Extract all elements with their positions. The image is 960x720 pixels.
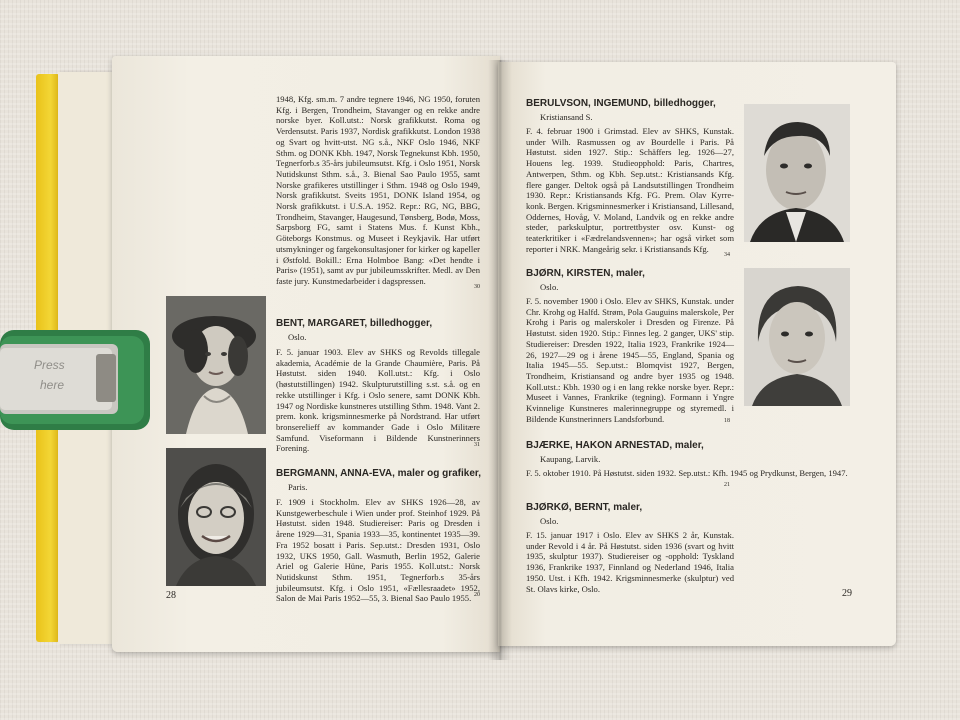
- portrait-photo-berulvson: [744, 104, 850, 242]
- entry-text: F. 15. januar 1917 i Oslo. Elev av SHKS 2 år, Kunstak. under Revold i 4 år. På Høstutst. siden 1936 (svart og hvitt 1935, skulptur 1937). Studiereiser og -opphold: Tyskland 1936, Frankrike 1937, Finnland og Nederland 1946, Italia 1950. Utst. i Kfh. 1942. Krigsminnesmerke (skulptur) ved St. Olavs kirke, Oslo.: [526, 530, 734, 594]
- entry-text: F. 5. november 1900 i Oslo. Elev av SHKS, Kunstak. under Chr. Krohg og Halfd. Strøm, Pola Gauguins malerskole, Per Krohg i Paris og malerskoler i Dresden og Firenze. På Høstutst. siden 1920. Stip.: Finnes leg. 2 ganger, UKS' stip. Studiereiser: Dresden 1922, Italia 1923, Frankrike 1924—26, 1927—29 og i årene 1945—55, England, Spania og Italia 1945—55. Sep.utst.: Blomqvist 1927, Bergen, Trondheim, Kristiansand og andre byer 1935 og 1948. Koll.utst.: Kbh. 1930 og i en lang rekke norske byer. Repr.: Museet i Vannes, Frankrike (tegning). Formann i Yngre Kvinnelige Kunstneres malerinnegruppe og styremedl. i Bildende Kunstnerinners Landsforbund.: [526, 296, 734, 424]
- entry-place: Oslo.: [288, 332, 307, 342]
- portrait-photo-bent: [166, 296, 266, 434]
- left-page: [112, 56, 500, 652]
- page-number: 28: [166, 590, 176, 601]
- entry-name: BJØRKØ, BERNT, maler,: [526, 502, 643, 513]
- portrait-photo-bjorn: [744, 268, 850, 406]
- page-number: 29: [842, 588, 852, 599]
- footnote-number: 18: [724, 418, 730, 424]
- entry-name: BERGMANN, ANNA-EVA, maler og grafiker,: [276, 468, 482, 479]
- entry-place: Paris.: [288, 482, 308, 492]
- book-gutter: [488, 60, 512, 660]
- stapler[interactable]: [0, 326, 152, 434]
- footnote-number: 21: [724, 482, 730, 488]
- right-page: [498, 62, 896, 646]
- entry-place: Oslo.: [540, 282, 559, 292]
- entry-place: Oslo.: [540, 516, 559, 526]
- entry-text: F. 1909 i Stockholm. Elev av SHKS 1926—28, av Kunstgewerbeschule i Wien under prof. Steinhof 1929. På Høstutst. siden 1948. Studiereiser: Paris og Dresden i årene 1929—31, Spania 1933—35, kontinentet 1935—39. Fra 1952 bosatt i Paris. Sep.utst.: Dresden 1931, Oslo 1932, UKS 1950, Gall. Wasmuth, Berlin 1952, Galerie Ariel og Galerie Hüne, Paris 1955. Koll.utst.: Norsk Nutidskunst Sthm. 1951, Tegnerforb.s 35-års jubileumsutst. Kfg. i Oslo 1951, «Fællesraadet» 1952, Salon de Mai Paris 1952—55, 3. Bienal Sao Paulo 1955.: [276, 497, 480, 604]
- entry-name: BJØRN, KIRSTEN, maler,: [526, 268, 645, 279]
- entry-name: BERULVSON, INGEMUND, billedhogger,: [526, 98, 716, 109]
- entry-text: F. 5. oktober 1910. På Høstutst. siden 1932. Sep.utst.: Kfh. 1945 og Prydkunst, Bergen, 1947.: [526, 468, 848, 478]
- entry-place: Kaupang, Larvik.: [540, 454, 601, 464]
- continuation-text: 1948, Kfg. sm.m. 7 andre tegnere 1946, NG 1950, foruten Kfg. i Bergen, Trondheim, Stavanger og en rekke andre norske byer. Koll.utst.: Norsk grafikkutst. Roma og Verdensutst. Paris 1937, Nordisk grafikkutst. London 1938 og Svart og hvitt-utst. NG s.å., NKF Oslo 1946, NKF Sthm. og DONK Kbh. 1947, Norsk Tegnekunst Kbh. 1950, Tegnerforb.s 35-års jubileumsutst. Kfg. i Oslo 1951, Norsk Nutidskunst Sthm. s.å., 3. Bienal Sao Paulo 1955, samt Norske grafikeres utstillinger i Sthm. 1948 og Oslo 1949, Norsk grafikkutst. Sveits 1951, DONK Island 1954, og Norsk grafikkutst. i U.S.A. 1952. Repr.: RG, NG, BBG, Trondheim, Stavanger, Haugesund, Tønsberg, Bodø, Moss, Sarpsborg FG, samt i Statens Mus. f. Kunst Kbh., Göteborgs Konstmus. og Museet i Reykjavik. Har utført utsmykninger og fargekonsultasjoner for kirker og kapeller i Østfold. Bokill.: Erna Holmboe Bang: «Det hendte i Paris» (1951), samt av pur jubileumsskrifter. Medl. av Den faste jury. Kunstmedarbeider i dagspressen.: [276, 94, 480, 286]
- entry-text: F. 5. januar 1903. Elev av SHKS og Revolds tillegale akademia, Académie de la Grande Chaumière, Paris. På Høstutst. siden 1940. Koll.utst.: Kfg. i Oslo (høstutstillingen) 1942. Skulpturutstilling s.st. s.å. og en rekke utstillinger i Kfg. i Oslo senere, samt DONK Kbh. 1947 og Nordiske kunstneres utstilling Sthm. 1948. Vant 2. prem. konk. krigsminnesmerke på Nordstrand. Har utført bronserelieff av kommander Gade i Oslo Militære Samfund. Viseformann i Bildende Kunstnerinners Forening.: [276, 347, 480, 454]
- stapler-label-line2: here: [40, 378, 65, 392]
- entry-text: F. 4. februar 1900 i Grimstad. Elev av SHKS, Kunstak. under Wilh. Rasmussen og av Bourdelle i Paris. På Høstutst. siden 1927. Stip.: Schäffers leg. 1926—27, Houens leg. 1939. Studieopphold: Paris, Chartres, Antwerpen, Sthm. og Kbh. Sep.utst.: Kristiansands Kfg. flere ganger. Deltok også på Landsutstillingen Trondheim 1930. Repr.: Kristiansands Kfg. FG. Prem. Olav Kyrre-konk. Bergen. Krigsminnesmerker i Kristiansand, Lillesand, Oddernes, Hovåg, V. Moland, Landvik og en rekke andre steder, parkskulptur, portrettbyster osv. Kunst- og teaterkritiker i «Fædrelandsvennen»; har også virket som reporter i NRK. Mangeårig sekr. i Kristiansands Kfg.: [526, 126, 734, 254]
- footnote-number: 20: [474, 592, 480, 598]
- footnote-number: 31: [474, 442, 480, 448]
- footnote-number: 30: [474, 284, 480, 290]
- footnote-number: 34: [724, 252, 730, 258]
- entry-name: BJÆRKE, HAKON ARNESTAD, maler,: [526, 440, 704, 451]
- entry-name: BENT, MARGARET, billedhogger,: [276, 318, 433, 329]
- stapler-label-line1: Press: [34, 358, 65, 372]
- entry-place: Kristiansand S.: [540, 112, 593, 122]
- portrait-photo-bergmann: [166, 448, 266, 586]
